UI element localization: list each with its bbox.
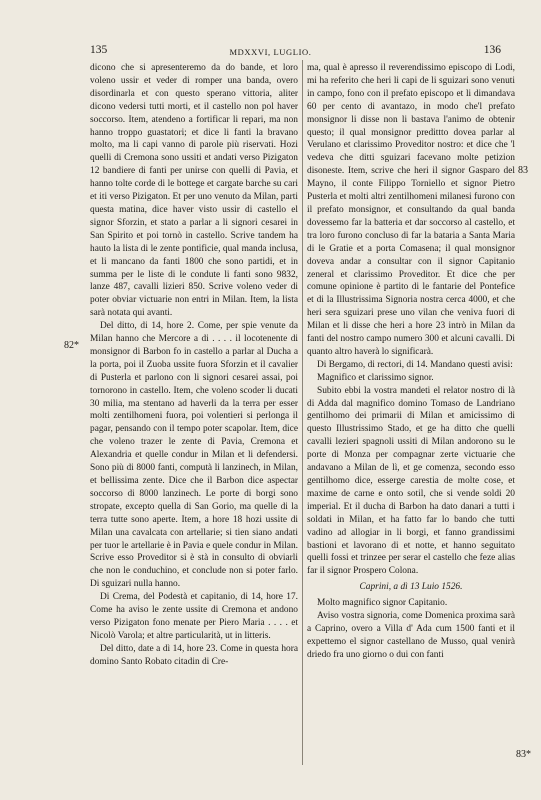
paragraph: Del ditto, di 14, hore 2. Come, per spie venute da Milan hanno che Mercore a di . . . . il locotenente di monsignor di Barbon fo in castello a parlar al Ducha a la porta, poi il Zuoba ussite fuora Sforzin et il cavalier di Pusterla et parlono con li signori cesarei assai, poi tornorono in castello. Item, che voleno scoder li ducati 30 milia, ma stentano ad haverli da la terra per esser molti zentilhomeni fuora, poi volentieri si perlonga il pagar, pensando con il tempo poter scapolar. Item, dice che voleno trazer le zente di Pavia, Cremona et Alexandria et quelle condur in Milan et li defendersi. Sono più di 8000 fanti, computà li lanzinech, in Milan, et bellissima zente. Dice che il Barbon dice aspectar soccorso di 8000 lanzinech. Le porte di borgi sono stropate, excepto quella di San Gorio, ma quelle di la terra tutte sono aperte. Item, a hore 18 hozi ussite di Milan una cavalcata con artellarie; si tien siano andati per tuor le artellarie è in Pavia e quele condur in Milan. Scrive esso Proveditor si è stà in consulto di obviarli che non le conduchino, et conclude non si poter farlo. Di sguizari nulla hanno. xyxy=(90,321,298,590)
paragraph: dicono che si apresenteremo da do bande, et loro voleno ussir et veder di romper una banda, overo disordinarla et con questo sperano vittoria, aliter dicono vedersi tutti morti, et il castello non pol haver soccorso. Item, atendeno a fortificar li repari, ma non hanno troppo guastatori; et dice li fanti la bravano molto, ma li capi vanno di parole più riservati. Hozi quelli di Cremona sono ussiti et andati verso Pizigaton 12 bandiere di fanti per unirse con quelli di Pavia, et hanno tolte corde di le bottege et cargate barche su cari et iti verso Pizigaton. Et per uno venuto da Milan, parti questa matina, dice haver visto ussir di castello el signor Sforzin, et stato a parlar a li signori cesarei in San Spirito et poi tornò in castello. Scrive tandem ha hauto la lista di le zente pontificie, qual manda inclusa, et li mancano da fanti 1800 che sono partidi, et in summa per le liste di le condute li fanti sono 9832, lanze 487, cavalli lizieri 850. Scrive voleno veder di poter obviar victuarie non entri in Milan. Item, la lista sarà notata qui avanti. xyxy=(90,63,298,319)
right-page-number: 136 xyxy=(483,44,501,56)
paragraph: Di Bergamo, di rectori, di 14. Mandano questi avisi: xyxy=(317,359,513,370)
column-divider xyxy=(302,60,303,765)
left-column xyxy=(90,62,298,669)
paragraph: Di Crema, del Podestà et capitanio, di 14, hore 17. Come ha aviso le zente ussite di Cremona et andono verso Pizigaton fono menate per Piero Maria . . . . et Nicolò Varola; et altre particularità, ut in litteris. xyxy=(90,592,298,641)
paragraph: Del ditto, date a dì 14, hore 23. Come in questa hora domino Santo Robato citadin di Cre- xyxy=(90,643,298,667)
right-column xyxy=(307,62,515,662)
paragraph: Molto magnifico signor Capitanio. xyxy=(317,598,448,609)
paragraph: Aviso vostra signoria, come Domenica proxima sarà a Caprino, overo a Villa d' Ada cum 1500 fanti et il expettemo el signor castellano de Musso, qual venirà driedo fra uno giorno o dui con fanti xyxy=(307,611,515,660)
paragraph: Subito ebbi la vostra mandeti el relator nostro di là di Adda dal magnifico domino Tomaso de Landriano gentilhomo dei primarii di Milan et amicissimo di questo Illustrissimo Stado, et ge ha ditto che quelli cavalli lezieri spagnoli ussiti di Milan andorono su le porte di Monza per compagnar zerte victuarie che andavano a Milan de lì, et ge comenza, secondo esso gentilhomo dice, esserge carestia de molte cose, et maxime de carne e onto sotil, che si vende soldi 20 imperial. Et il ducha di Barbon ha dato danari a tutti i soldati in Milan, et ha fatto far lo bando che tutti vadino ad allogiar in li borgi, et fanno grandissimi bastioni et lavorano di et notte, et hanno seguitato quelli fossi et trinzee per serar el castello che feze alias far il signor Prospero Colona. xyxy=(307,385,515,577)
paragraph: Magnifico et clarissimo signor. xyxy=(317,372,434,383)
margin-note-right-bottom: 83* xyxy=(516,749,531,760)
running-header: MDXXVI, LUGLIO. xyxy=(229,47,312,57)
left-page-number: 135 xyxy=(90,44,108,56)
paragraph: ma, qual è apresso il reverendissimo episcopo di Lodi, mi ha referito che heri li capi de li sguizari sono venuti in campo, fono con il prefato episcopo et li dimandava 60 per cento di avantazo, in modo che'l prefato monsignor li disse non li bastava l'animo de obtenir questo; il qual monsignor predittto dovea parlar al Verulano et clarissimo Proveditor nostro: et dice che 'l vedeva che ditti sguizari facevano molte petizion disoneste. Item, scrive che heri il signor Gasparo del Mayno, il conte Filippo Torniello et signor Pietro Pusterla et molti altri zentilhomeni milanesi furono con il prefato monsignor, et consultando da qual banda dovessemo far la batteria et dar soccorso al castello, et tra loro furono concluso di far la bataria a Santa Maria di le Gratie et a porta Comasena; il qual monsignor doveva andar a consultar con il signor Capitanio zeneral et clarissimo Proveditor. Et dice che per comune opinione è partito di le fantarie del Pontefice et di la Illustrissima Signoria nostra cerca 4000, et che heri sera sguizari prese uno vilan che veniva fuori di Milan et li disse che heri a hore 23 intrò in Milan da fanti del nostro campo numero 300 et alcuni cavalli. Di quanto altro haverà lo significarà. xyxy=(307,63,515,357)
margin-note-right-top: 83 xyxy=(518,165,528,176)
paragraph: Caprini, a dì 13 Luio 1526. xyxy=(359,582,463,593)
margin-note-left: 82* xyxy=(64,340,79,351)
